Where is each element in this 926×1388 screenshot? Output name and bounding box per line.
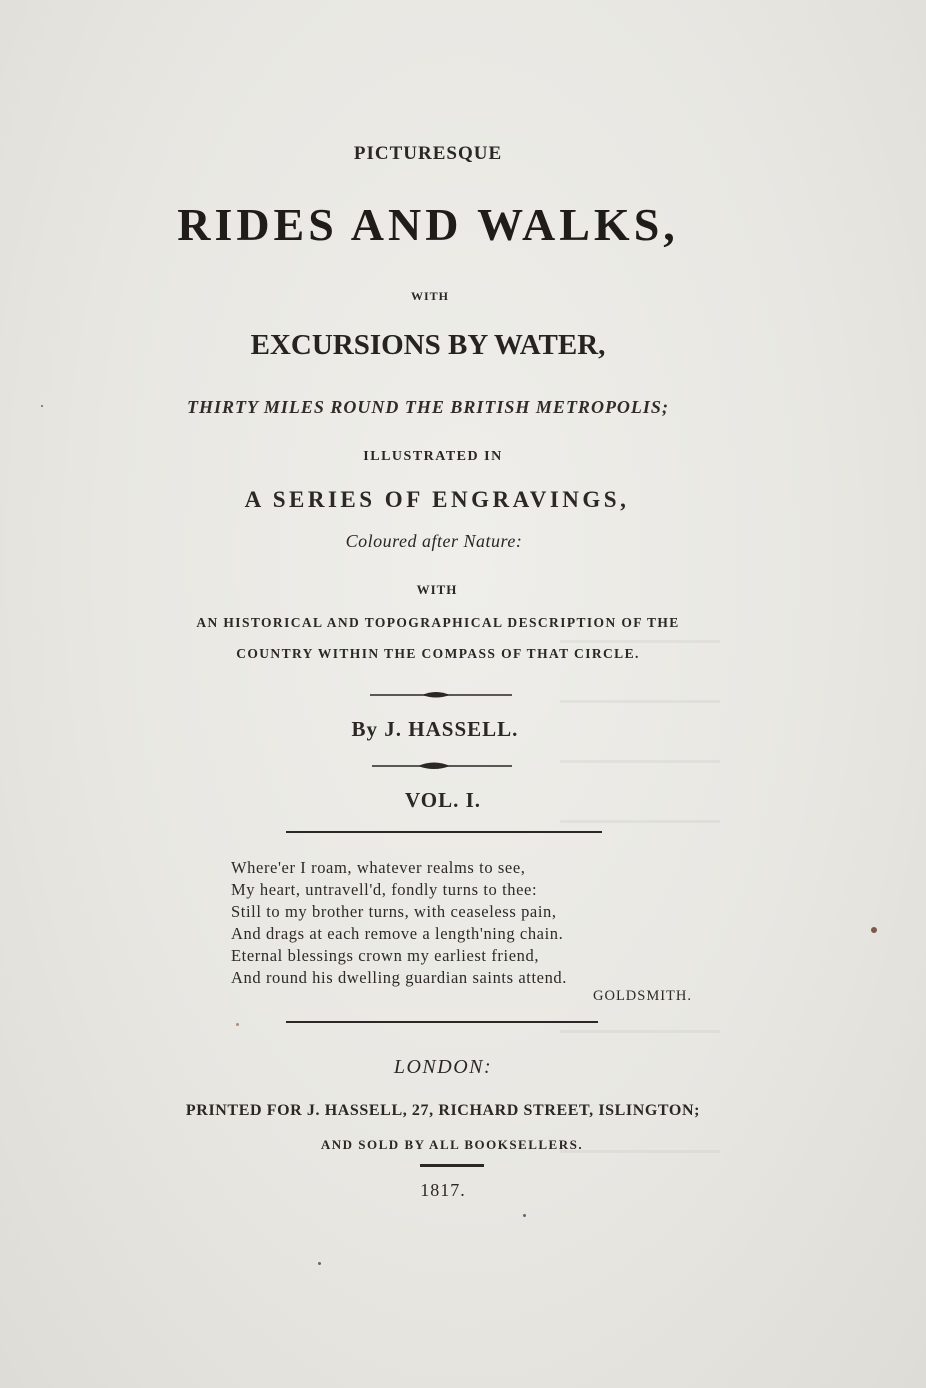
show-through-mark: [560, 760, 720, 763]
epigraph: [231, 857, 731, 1004]
show-through-mark: [560, 640, 720, 643]
description-line-2: COUNTRY WITHIN THE COMPASS OF THAT CIRCLE.: [236, 646, 640, 661]
connector-with-2: WITH: [416, 582, 458, 597]
epigraph-attribution: GOLDSMITH.: [593, 988, 693, 1004]
connector-with: WITH: [410, 289, 449, 303]
description-line-1: AN HISTORICAL AND TOPOGRAPHICAL DESCRIPTION OF THE: [196, 615, 680, 630]
foxing-spot: [871, 927, 877, 933]
epigraph-line: Eternal blessings crown my earliest friend,: [231, 946, 540, 965]
epigraph-line: Where'er I roam, whatever realms to see,: [231, 858, 526, 877]
epigraph-line: And drags at each remove a length'ning chain.: [231, 924, 564, 943]
imprint-sold-by: AND SOLD BY ALL BOOKSELLERS.: [320, 1137, 584, 1152]
epigraph-line: Still to my brother turns, with ceaseless pain,: [231, 902, 557, 921]
subtitle-coloured: Coloured after Nature:: [345, 531, 523, 551]
volume-label: VOL. I.: [404, 788, 481, 812]
foxing-spot: [41, 405, 43, 407]
author-line: By J. HASSELL.: [351, 717, 519, 741]
epigraph-line: My heart, untravell'd, fondly turns to thee:: [231, 880, 538, 899]
rule-above-epigraph: [286, 831, 602, 833]
ornamental-rule-top: [370, 688, 512, 702]
imprint-city: LONDON:: [393, 1056, 493, 1078]
show-through-mark: [560, 820, 720, 823]
subtitle-series: A SERIES OF ENGRAVINGS,: [244, 487, 630, 512]
epigraph-line: And round his dwelling guardian saints attend.: [231, 968, 568, 987]
main-title: RIDES AND WALKS,: [177, 199, 679, 250]
ornamental-rule-bottom: [372, 759, 512, 773]
show-through-mark: [560, 700, 720, 703]
connector-illustrated-in: ILLUSTRATED IN: [363, 449, 503, 464]
show-through-mark: [560, 1030, 720, 1033]
subtitle-picturesque: PICTURESQUE: [353, 143, 503, 164]
imprint-year: 1817.: [420, 1180, 466, 1200]
rule-below-epigraph: [286, 1021, 598, 1023]
foxing-spot: [318, 1262, 321, 1265]
foxing-spot: [236, 1023, 239, 1026]
foxing-spot: [523, 1214, 526, 1217]
rule-above-year: [420, 1164, 484, 1167]
imprint-printed-for: PRINTED FOR J. HASSELL, 27, RICHARD STREET, ISLINGTON;: [185, 1102, 701, 1119]
subtitle-thirty-miles: THIRTY MILES ROUND THE BRITISH METROPOLIS;: [187, 397, 669, 417]
subtitle-excursions: EXCURSIONS BY WATER,: [250, 329, 606, 361]
